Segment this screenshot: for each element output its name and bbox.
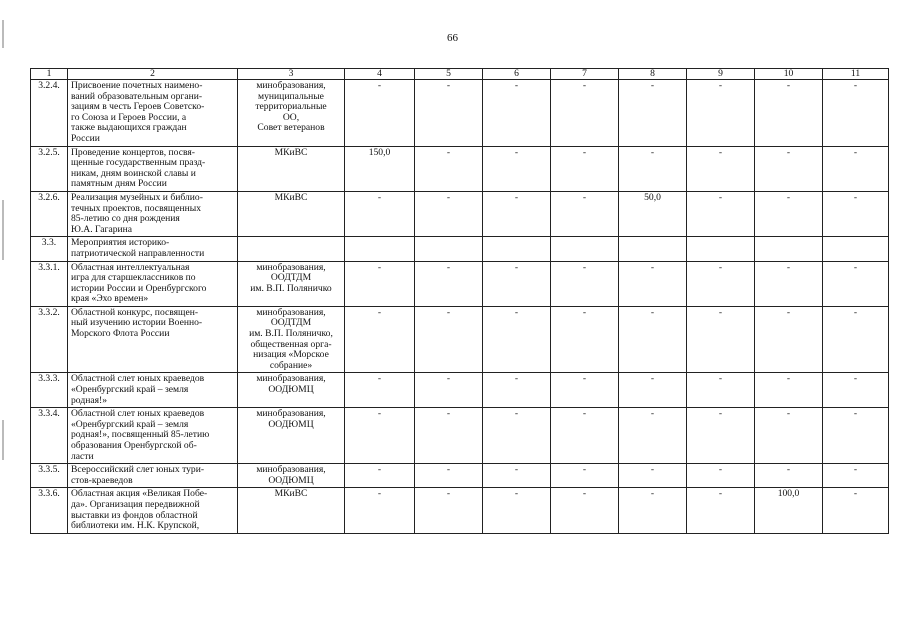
funding-value-col-11: - — [823, 306, 889, 373]
row-number: 3.2.4. — [31, 80, 68, 147]
funding-value-col-6: - — [483, 306, 551, 373]
funding-value-col-9 — [687, 237, 755, 261]
funding-value-col-11: - — [823, 488, 889, 533]
funding-value-col-4: - — [345, 408, 415, 464]
column-header-9: 9 — [687, 69, 755, 80]
row-number: 3.3.2. — [31, 306, 68, 373]
header-row — [31, 69, 889, 80]
funding-value-col-7: - — [551, 306, 619, 373]
activity-name: Областной слет юных краеведов «Оренбургский край – земля родная!», посвященный 85-летию образования Оренбургской об- ласти — [68, 408, 238, 464]
funding-value-col-5: - — [415, 191, 483, 236]
activity-name: Областной конкурс, посвящен- ный изучению истории Военно- Морского Флота России — [68, 306, 238, 373]
funding-value-col-8 — [619, 237, 687, 261]
funding-value-col-6: - — [483, 373, 551, 408]
funding-value-col-8: - — [619, 373, 687, 408]
row-number: 3.3.3. — [31, 373, 68, 408]
funding-value-col-8: 50,0 — [619, 191, 687, 236]
funding-value-col-5: - — [415, 261, 483, 306]
responsible-org: минобразования, ООДЮМЦ — [238, 464, 345, 488]
responsible-org: МКиВС — [238, 191, 345, 236]
activity-name: Областная акция «Великая Побе- да». Организация передвижной выставки из фондов областной библиотеки им. Н.К. Крупской, — [68, 488, 238, 533]
funding-value-col-5: - — [415, 306, 483, 373]
activity-name: Областной слет юных краеведов «Оренбургский край – земля родная!» — [68, 373, 238, 408]
row-number: 3.3.4. — [31, 408, 68, 464]
activity-name: Проведение концертов, посвя- щенные государственным празд- никам, дням воинской славы и памятным дням России — [68, 146, 238, 191]
funding-value-col-9: - — [687, 488, 755, 533]
funding-value-col-6: - — [483, 464, 551, 488]
funding-value-col-6: - — [483, 80, 551, 147]
column-header-8: 8 — [619, 69, 687, 80]
funding-value-col-5: - — [415, 146, 483, 191]
funding-value-col-8: - — [619, 306, 687, 373]
funding-value-col-11: - — [823, 261, 889, 306]
funding-value-col-4 — [345, 237, 415, 261]
activity-name: Областная интеллектуальная игра для старшеклассников по истории России и Оренбургского края «Эхо времен» — [68, 261, 238, 306]
funding-value-col-4: 150,0 — [345, 146, 415, 191]
funding-value-col-6 — [483, 237, 551, 261]
scan-mark — [2, 420, 4, 460]
funding-value-col-4: - — [345, 373, 415, 408]
funding-value-col-9: - — [687, 191, 755, 236]
funding-value-col-4: - — [345, 464, 415, 488]
funding-value-col-5: - — [415, 80, 483, 147]
funding-value-col-6: - — [483, 261, 551, 306]
funding-value-col-4: - — [345, 261, 415, 306]
funding-value-col-9: - — [687, 80, 755, 147]
row-number: 3.3. — [31, 237, 68, 261]
table-row — [31, 306, 889, 373]
funding-value-col-11: - — [823, 464, 889, 488]
funding-value-col-5 — [415, 237, 483, 261]
table-row — [31, 261, 889, 306]
table-row — [31, 488, 889, 533]
funding-value-col-8: - — [619, 261, 687, 306]
funding-value-col-6: - — [483, 191, 551, 236]
responsible-org: минобразования, ООДЮМЦ — [238, 373, 345, 408]
activity-name: Присвоение почетных наимено- ваний образовательным органи- зациям в честь Героев Советско- го Союза и Героев России, а также выдающихся граждан России — [68, 80, 238, 147]
funding-value-col-10: - — [755, 261, 823, 306]
row-number: 3.3.5. — [31, 464, 68, 488]
funding-value-col-11 — [823, 237, 889, 261]
funding-value-col-7: - — [551, 373, 619, 408]
funding-value-col-9: - — [687, 306, 755, 373]
funding-value-col-11: - — [823, 80, 889, 147]
column-header-6: 6 — [483, 69, 551, 80]
funding-value-col-7: - — [551, 191, 619, 236]
responsible-org: МКиВС — [238, 488, 345, 533]
responsible-org: минобразования, ООДТДМ им. В.П. Поляничко — [238, 261, 345, 306]
funding-value-col-10: 100,0 — [755, 488, 823, 533]
funding-value-col-11: - — [823, 408, 889, 464]
table-row — [31, 191, 889, 236]
funding-value-col-9: - — [687, 373, 755, 408]
funding-value-col-6: - — [483, 408, 551, 464]
column-header-11: 11 — [823, 69, 889, 80]
scan-mark — [2, 200, 4, 260]
funding-value-col-10: - — [755, 408, 823, 464]
responsible-org: минобразования, ООДТДМ им. В.П. Поляничко, общественная орга- низация «Морское собрание» — [238, 306, 345, 373]
column-header-3: 3 — [238, 69, 345, 80]
column-header-5: 5 — [415, 69, 483, 80]
row-number: 3.2.6. — [31, 191, 68, 236]
responsible-org: МКиВС — [238, 146, 345, 191]
funding-value-col-7: - — [551, 464, 619, 488]
column-header-4: 4 — [345, 69, 415, 80]
funding-value-col-8: - — [619, 488, 687, 533]
funding-value-col-11: - — [823, 373, 889, 408]
funding-value-col-8: - — [619, 146, 687, 191]
table-row — [31, 373, 889, 408]
funding-value-col-11: - — [823, 191, 889, 236]
activity-name: Мероприятия историко- патриотической направленности — [68, 237, 238, 261]
funding-value-col-4: - — [345, 306, 415, 373]
funding-value-col-7: - — [551, 488, 619, 533]
funding-value-col-9: - — [687, 464, 755, 488]
table-row — [31, 408, 889, 464]
page-number: 66 — [447, 32, 458, 44]
funding-value-col-7: - — [551, 261, 619, 306]
funding-value-col-7: - — [551, 80, 619, 147]
funding-value-col-11: - — [823, 146, 889, 191]
funding-value-col-9: - — [687, 261, 755, 306]
column-header-2: 2 — [68, 69, 238, 80]
funding-value-col-8: - — [619, 80, 687, 147]
responsible-org — [238, 237, 345, 261]
program-table — [30, 68, 889, 534]
funding-value-col-9: - — [687, 146, 755, 191]
funding-value-col-8: - — [619, 408, 687, 464]
funding-value-col-8: - — [619, 464, 687, 488]
column-header-1: 1 — [31, 69, 68, 80]
funding-value-col-5: - — [415, 408, 483, 464]
column-header-10: 10 — [755, 69, 823, 80]
table-row — [31, 464, 889, 488]
funding-value-col-9: - — [687, 408, 755, 464]
table-row — [31, 146, 889, 191]
activity-name: Всероссийский слет юных тури- стов-краеведов — [68, 464, 238, 488]
table-row — [31, 80, 889, 147]
row-number: 3.2.5. — [31, 146, 68, 191]
table-row — [31, 237, 889, 261]
funding-value-col-5: - — [415, 373, 483, 408]
funding-value-col-10: - — [755, 146, 823, 191]
funding-value-col-10 — [755, 237, 823, 261]
funding-value-col-6: - — [483, 146, 551, 191]
funding-value-col-10: - — [755, 191, 823, 236]
funding-value-col-6: - — [483, 488, 551, 533]
funding-value-col-7: - — [551, 146, 619, 191]
row-number: 3.3.6. — [31, 488, 68, 533]
activity-name: Реализация музейных и библио- течных проектов, посвященных 85-летию со дня рождения Ю.А. Гагарина — [68, 191, 238, 236]
funding-value-col-10: - — [755, 464, 823, 488]
responsible-org: минобразования, муниципальные территориальные ОО, Совет ветеранов — [238, 80, 345, 147]
responsible-org: минобразования, ООДЮМЦ — [238, 408, 345, 464]
funding-value-col-7 — [551, 237, 619, 261]
funding-value-col-4: - — [345, 191, 415, 236]
funding-value-col-10: - — [755, 80, 823, 147]
funding-value-col-5: - — [415, 464, 483, 488]
column-header-7: 7 — [551, 69, 619, 80]
funding-value-col-5: - — [415, 488, 483, 533]
funding-value-col-10: - — [755, 373, 823, 408]
funding-value-col-10: - — [755, 306, 823, 373]
funding-value-col-4: - — [345, 488, 415, 533]
funding-value-col-4: - — [345, 80, 415, 147]
funding-value-col-7: - — [551, 408, 619, 464]
row-number: 3.3.1. — [31, 261, 68, 306]
